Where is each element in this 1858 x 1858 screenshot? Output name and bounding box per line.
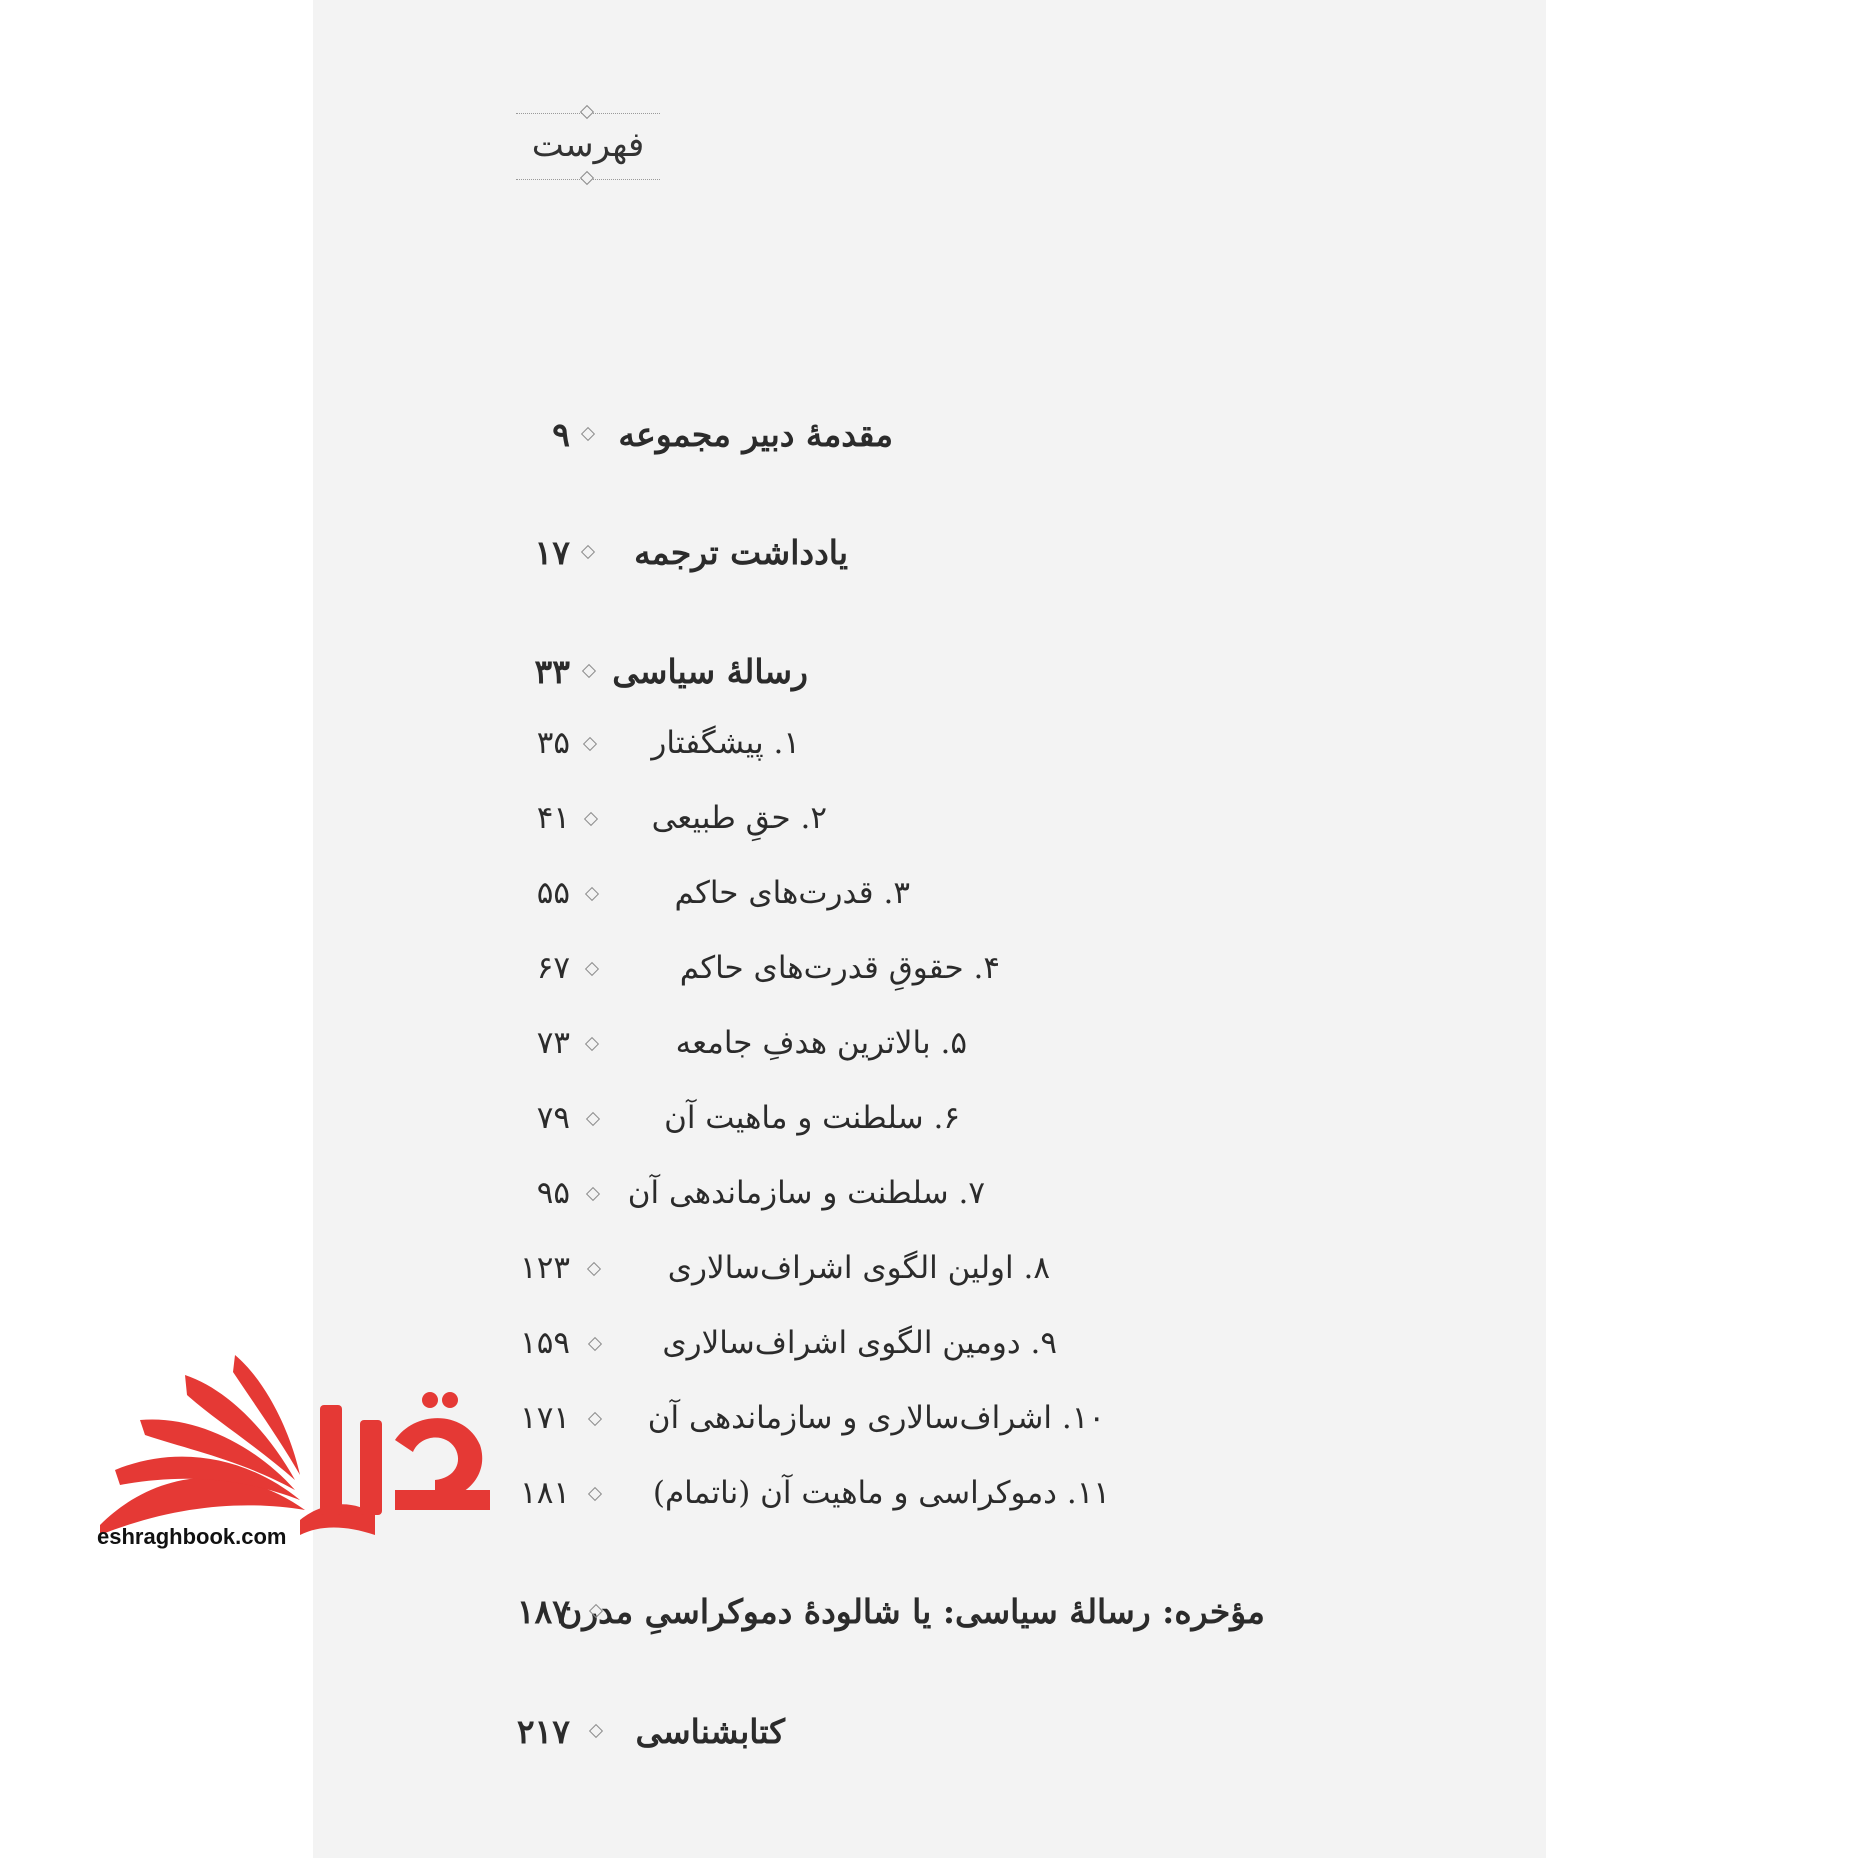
toc-entry-title: ۲. حقِ طبیعی [651,800,827,836]
toc-entry [480,800,827,844]
toc-entry [480,875,910,919]
toc-entry-title: مقدمهٔ دبیر مجموعه [618,415,893,454]
toc-entry-title: مؤخره: رسالهٔ سیاسی: یا شالودهٔ دموکراسیِ مدرن [558,1592,1265,1631]
toc-entry [480,1592,1265,1636]
toc-entry [480,415,893,459]
toc-entry-page-number: ۹ [552,415,570,454]
toc-entry-page-number: ۴۱ [536,800,570,836]
toc-entry-page-number: ۶۷ [536,950,570,986]
toc-entry-title: ۱۰. اشراف‌سالاری و سازماندهی آن [647,1400,1105,1436]
diamond-bullet-icon [588,1487,602,1501]
toc-entry-title: رسالهٔ سیاسی [612,652,808,691]
toc-entry [480,1475,1110,1519]
toc-entry-page-number: ۱۷۱ [520,1400,570,1436]
page-title: فهرست [531,125,645,165]
toc-entry-title: ۴. حقوقِ قدرت‌های حاکم [679,950,1000,986]
toc-entry [480,950,1000,994]
toc-entry-page-number: ۲۱۷ [516,1712,570,1751]
toc-entry-page-number: ۳۳ [534,652,570,691]
watermark-url: eshraghbook.com [97,1524,287,1549]
toc-entry [480,1400,1105,1444]
toc-entry-title: ۱۱. دموکراسی و ماهیت آن (ناتمام) [652,1475,1110,1511]
diamond-bullet-icon [585,887,599,901]
toc-entry [480,533,848,577]
toc-entry [480,1025,967,1069]
toc-entry-page-number: ۹۵ [536,1175,570,1211]
toc-entry-page-number: ۱۸۷ [516,1592,570,1631]
toc-entry-page-number: ۱۵۹ [520,1325,570,1361]
toc-entry [480,1712,785,1756]
toc-entry-title: ۷. سلطنت و سازماندهی آن [627,1175,985,1211]
diamond-bullet-icon [587,1262,601,1276]
toc-entry-page-number: ۳۵ [536,725,570,761]
diamond-bullet-icon [584,812,598,826]
diamond-bullet-icon [586,1187,600,1201]
toc-entry [480,1325,1057,1369]
toc-entry [480,725,800,769]
book-page [313,0,1546,1858]
toc-entry [480,1175,985,1219]
diamond-bullet-icon [582,664,596,678]
diamond-bullet-icon [581,427,595,441]
toc-entry-page-number: ۵۵ [536,875,570,911]
toc-entry-title: یادداشت ترجمه [634,533,848,572]
toc-entry-title: ۸. اولین الگوی اشراف‌سالاری [667,1250,1050,1286]
toc-header [512,111,664,185]
toc-entry-page-number: ۷۳ [536,1025,570,1061]
diamond-bullet-icon [586,1112,600,1126]
diamond-bullet-icon [583,737,597,751]
toc-entry-title: ۵. بالاترین هدفِ جامعه [675,1025,967,1061]
toc-entry [480,1250,1050,1294]
toc-entry-title: ۳. قدرت‌های حاکم [674,875,910,911]
toc-entry-page-number: ۷۹ [536,1100,570,1136]
header-bottom-diamond-icon [580,171,594,185]
diamond-bullet-icon [585,962,599,976]
toc-entry [480,652,808,696]
toc-entry-title: ۶. سلطنت و ماهیت آن [664,1100,960,1136]
toc-entry-page-number: ۱۸۱ [520,1475,570,1511]
diamond-bullet-icon [585,1037,599,1051]
diamond-bullet-icon [589,1724,603,1738]
toc-entry [480,1100,960,1144]
diamond-bullet-icon [588,1337,602,1351]
toc-entry-page-number: ۱۲۳ [520,1250,570,1286]
toc-entry-page-number: ۱۷ [534,533,570,572]
toc-entry-title: ۱. پیشگفتار [651,725,800,761]
toc-entry-title: کتابشناسی [635,1712,785,1751]
toc-entry-title: ۹. دومین الگوی اشراف‌سالاری [662,1325,1057,1361]
diamond-bullet-icon [588,1412,602,1426]
diamond-bullet-icon [581,545,595,559]
